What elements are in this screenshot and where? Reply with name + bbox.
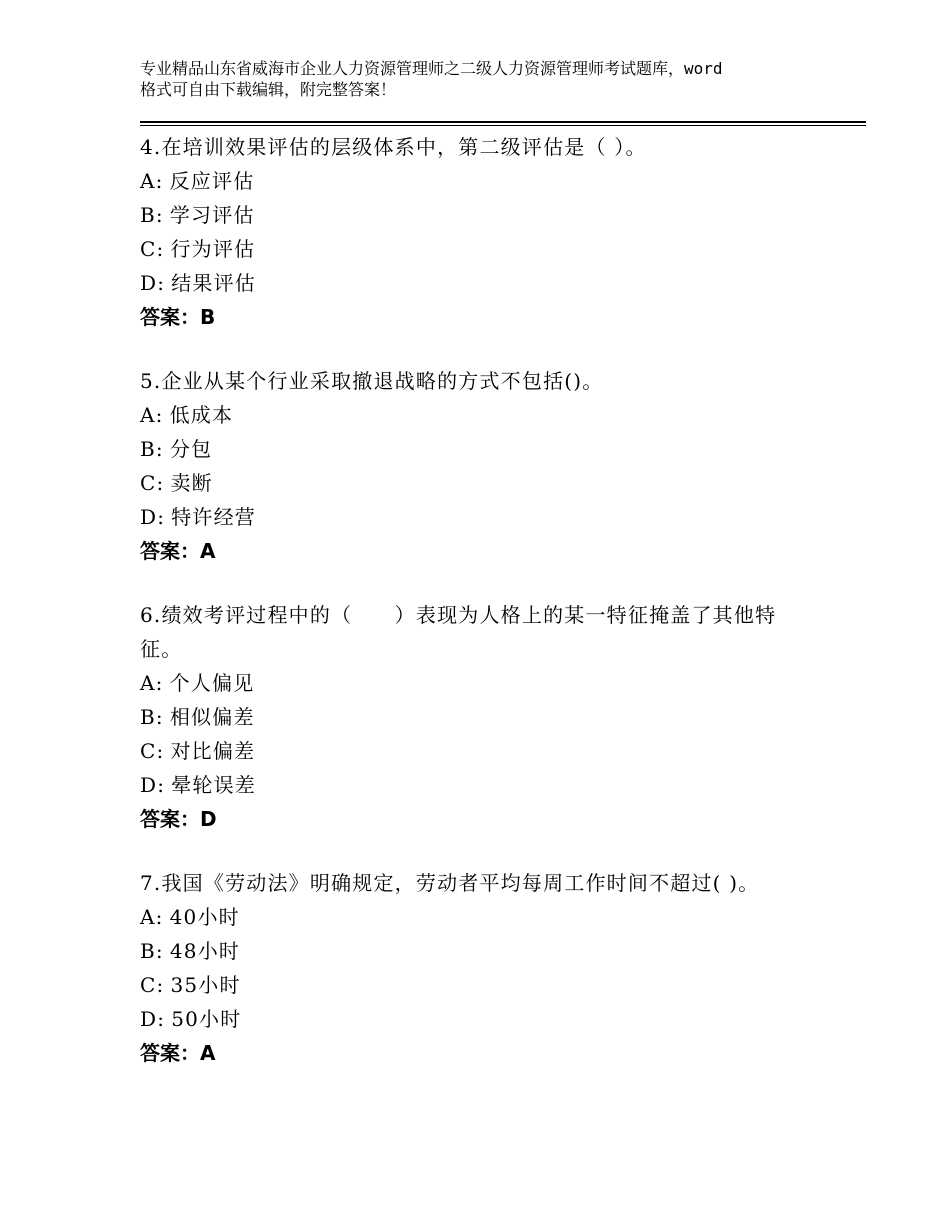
option-c <box>140 232 800 266</box>
option-letter: B: <box>140 437 164 461</box>
option-d <box>140 1002 800 1036</box>
question-stem-continued: 征。 <box>140 637 183 661</box>
option-a <box>140 398 800 432</box>
option-letter: C: <box>140 973 165 997</box>
option-c <box>140 734 800 768</box>
answer-label: 答案：A <box>140 1041 216 1065</box>
option-text: 对比偏差 <box>170 739 256 763</box>
answer-label: 答案：A <box>140 539 216 563</box>
option-text: 48小时 <box>169 939 241 963</box>
question-stem: 4.在培训效果评估的层级体系中，第二级评估是（ ）。 <box>140 135 647 159</box>
option-text: 分包 <box>169 437 213 461</box>
option-text: 相似偏差 <box>169 705 255 729</box>
question-4 <box>140 130 800 334</box>
document-header <box>140 58 840 100</box>
question-7 <box>140 866 800 1070</box>
option-text: 晕轮误差 <box>171 773 256 797</box>
option-text: 学习评估 <box>169 203 255 227</box>
option-text: 结果评估 <box>171 271 256 295</box>
option-text: 卖断 <box>170 471 213 495</box>
option-letter: C: <box>140 237 165 261</box>
question-stem: 7.我国《劳动法》明确规定，劳动者平均每周工作时间不超过( )。 <box>140 871 760 895</box>
answer-label: 答案：D <box>140 807 217 831</box>
option-letter: D: <box>140 1007 166 1031</box>
option-text: 个人偏见 <box>169 671 255 695</box>
answer-label: 答案：B <box>140 305 216 329</box>
option-text: 40小时 <box>169 905 240 929</box>
question-5 <box>140 364 800 568</box>
option-letter: B: <box>140 203 164 227</box>
question-list <box>140 130 800 1100</box>
question-stem: 5.企业从某个行业采取撤退战略的方式不包括()。 <box>140 369 604 393</box>
question-stem: 6.绩效考评过程中的（ ）表现为人格上的某一特征掩盖了其他特 <box>140 603 777 627</box>
option-letter: D: <box>140 505 166 529</box>
option-b <box>140 432 800 466</box>
option-b <box>140 198 800 232</box>
option-c <box>140 466 800 500</box>
option-d <box>140 768 800 802</box>
option-d <box>140 266 800 300</box>
option-d <box>140 500 800 534</box>
option-letter: A: <box>140 671 164 695</box>
option-b <box>140 700 800 734</box>
question-6 <box>140 598 800 836</box>
option-letter: C: <box>140 471 165 495</box>
option-text: 35小时 <box>170 973 241 997</box>
option-letter: D: <box>140 773 166 797</box>
option-letter: A: <box>140 169 164 193</box>
option-letter: D: <box>140 271 166 295</box>
option-letter: A: <box>140 403 164 427</box>
option-letter: A: <box>140 905 164 929</box>
header-divider-thin <box>140 125 866 126</box>
option-text: 行为评估 <box>170 237 256 261</box>
option-c <box>140 968 800 1002</box>
option-letter: B: <box>140 705 164 729</box>
option-text: 50小时 <box>171 1007 242 1031</box>
option-b <box>140 934 800 968</box>
header-divider-thick <box>140 121 866 123</box>
option-text: 低成本 <box>169 403 234 427</box>
option-a <box>140 164 800 198</box>
option-text: 特许经营 <box>171 505 256 529</box>
option-a <box>140 900 800 934</box>
header-line-2: 格式可自由下载编辑，附完整答案！ <box>140 80 397 99</box>
option-letter: C: <box>140 739 165 763</box>
option-a <box>140 666 800 700</box>
option-letter: B: <box>140 939 164 963</box>
header-line-1: 专业精品山东省威海市企业人力资源管理师之二级人力资源管理师考试题库，word <box>140 59 723 78</box>
option-text: 反应评估 <box>169 169 255 193</box>
